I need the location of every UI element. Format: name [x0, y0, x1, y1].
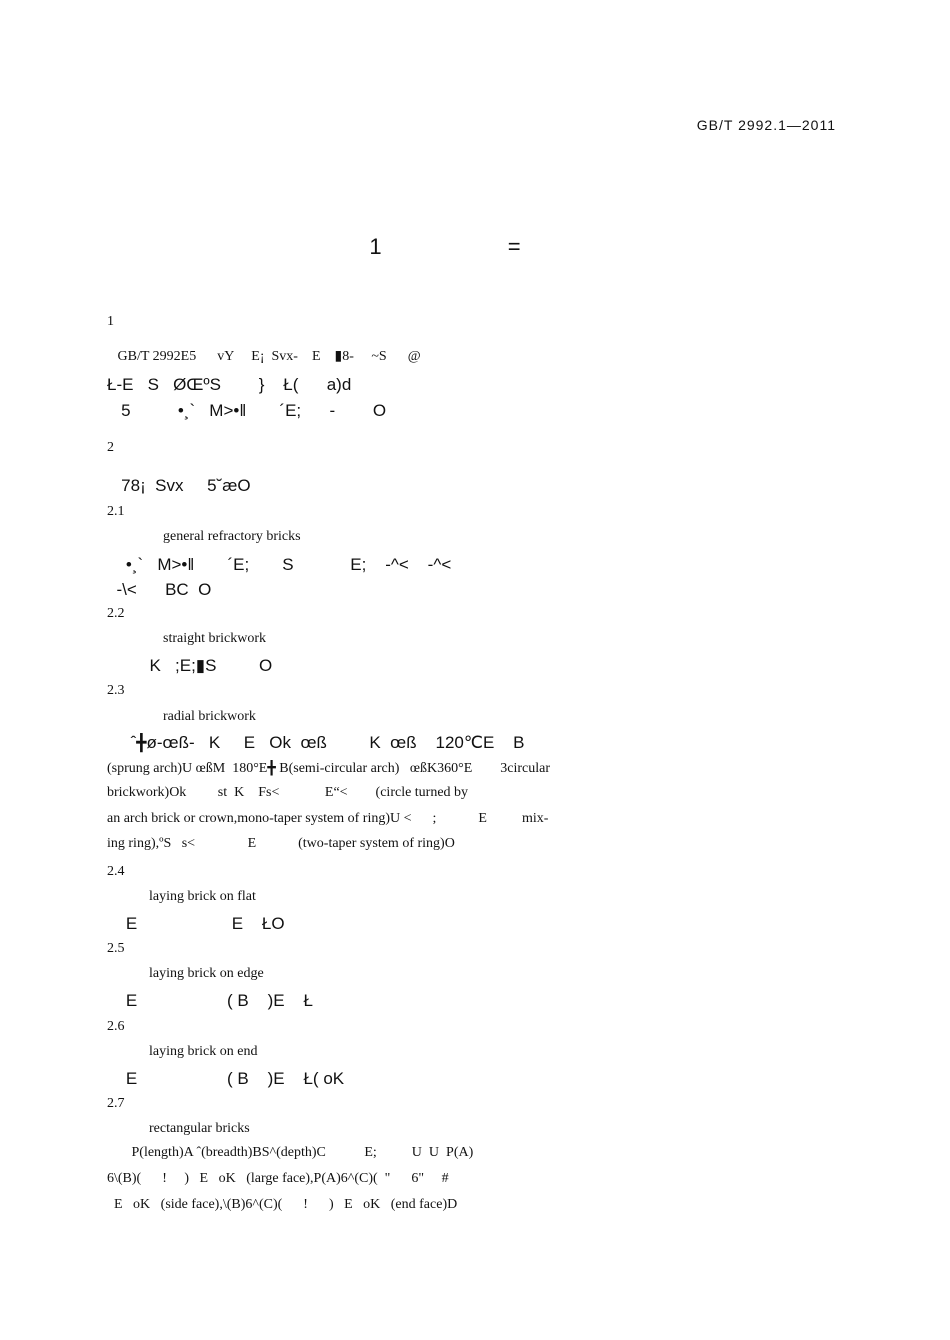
term-2-7-definition-line-2: 6\(B)( ! ) E oK (large face),P(A)6^(C)( " 6" #: [107, 1171, 449, 1186]
term-number-2-2: 2.2: [107, 606, 125, 621]
term-2-1-english: general refractory bricks: [107, 529, 301, 544]
page-title: 1 =: [369, 234, 581, 259]
term-2-2-english: straight brickwork: [107, 631, 267, 646]
term-number-2-7: 2.7: [107, 1096, 125, 1111]
section-number-1: 1: [107, 314, 114, 329]
term-number-2-5: 2.5: [107, 941, 125, 956]
term-2-5-english: laying brick on edge: [107, 966, 264, 981]
term-2-1-definition-line-2: -\< BC O: [107, 580, 212, 599]
term-2-4-english: laying brick on flat: [107, 889, 256, 904]
standard-code: GB/T 2992.1—2011: [696, 117, 836, 133]
term-2-3-definition-line-5: ing ring),ºS s< E (two-taper system of ring)O: [107, 836, 455, 851]
term-2-3-definition-line-2: (sprung arch)U œßM 180°E╋ B(semi-circular arch) œßK360°E 3circular: [107, 761, 550, 776]
term-2-3-definition-line-3: brickwork)Ok st K Fs< E“< (circle turned by: [107, 785, 469, 800]
term-number-2-6: 2.6: [107, 1019, 125, 1034]
term-2-6-definition: E ( B )E Ł( oK: [107, 1069, 345, 1088]
term-2-7-english: rectangular bricks: [107, 1121, 250, 1136]
section-2-heading: 78¡ Svx 5˘æO: [107, 476, 251, 495]
term-2-1-definition-line-1: •¸` M>•‖ ´E; S E; -^< -^<: [107, 555, 452, 574]
scope-paragraph-line-2: Ł-E S ØŒºS } Ł( a)d: [107, 375, 352, 394]
term-2-3-definition-line-1: ˆ╋ø-œß- K E Ok œß K œß 120℃E B: [107, 733, 525, 752]
term-2-6-english: laying brick on end: [107, 1044, 258, 1059]
term-2-3-english: radial brickwork: [107, 709, 256, 724]
term-2-7-definition-line-1: P(length)A ˆ(breadth)BS^(depth)C E; U U P(A): [107, 1145, 474, 1160]
scope-paragraph-line-3: 5 •¸` M>•‖ ´E; - O: [107, 401, 387, 420]
term-2-2-definition: K ;E;▮S O: [107, 656, 273, 675]
term-2-3-definition-line-4: an arch brick or crown,mono-taper system of ring)U < ; E mix-: [107, 811, 549, 826]
term-number-2-1: 2.1: [107, 504, 125, 519]
scope-paragraph-line-1: GB/T 2992E5 vY E¡ Svx- E ▮8- ~S @: [107, 349, 421, 364]
term-number-2-4: 2.4: [107, 864, 125, 879]
term-2-5-definition: E ( B )E Ł: [107, 991, 313, 1010]
term-2-7-definition-line-3: E oK (side face),\(B)6^(C)( ! ) E oK (end face)D: [107, 1197, 458, 1212]
section-number-2: 2: [107, 440, 114, 455]
term-number-2-3: 2.3: [107, 683, 125, 698]
term-2-4-definition: E E ŁO: [107, 914, 285, 933]
